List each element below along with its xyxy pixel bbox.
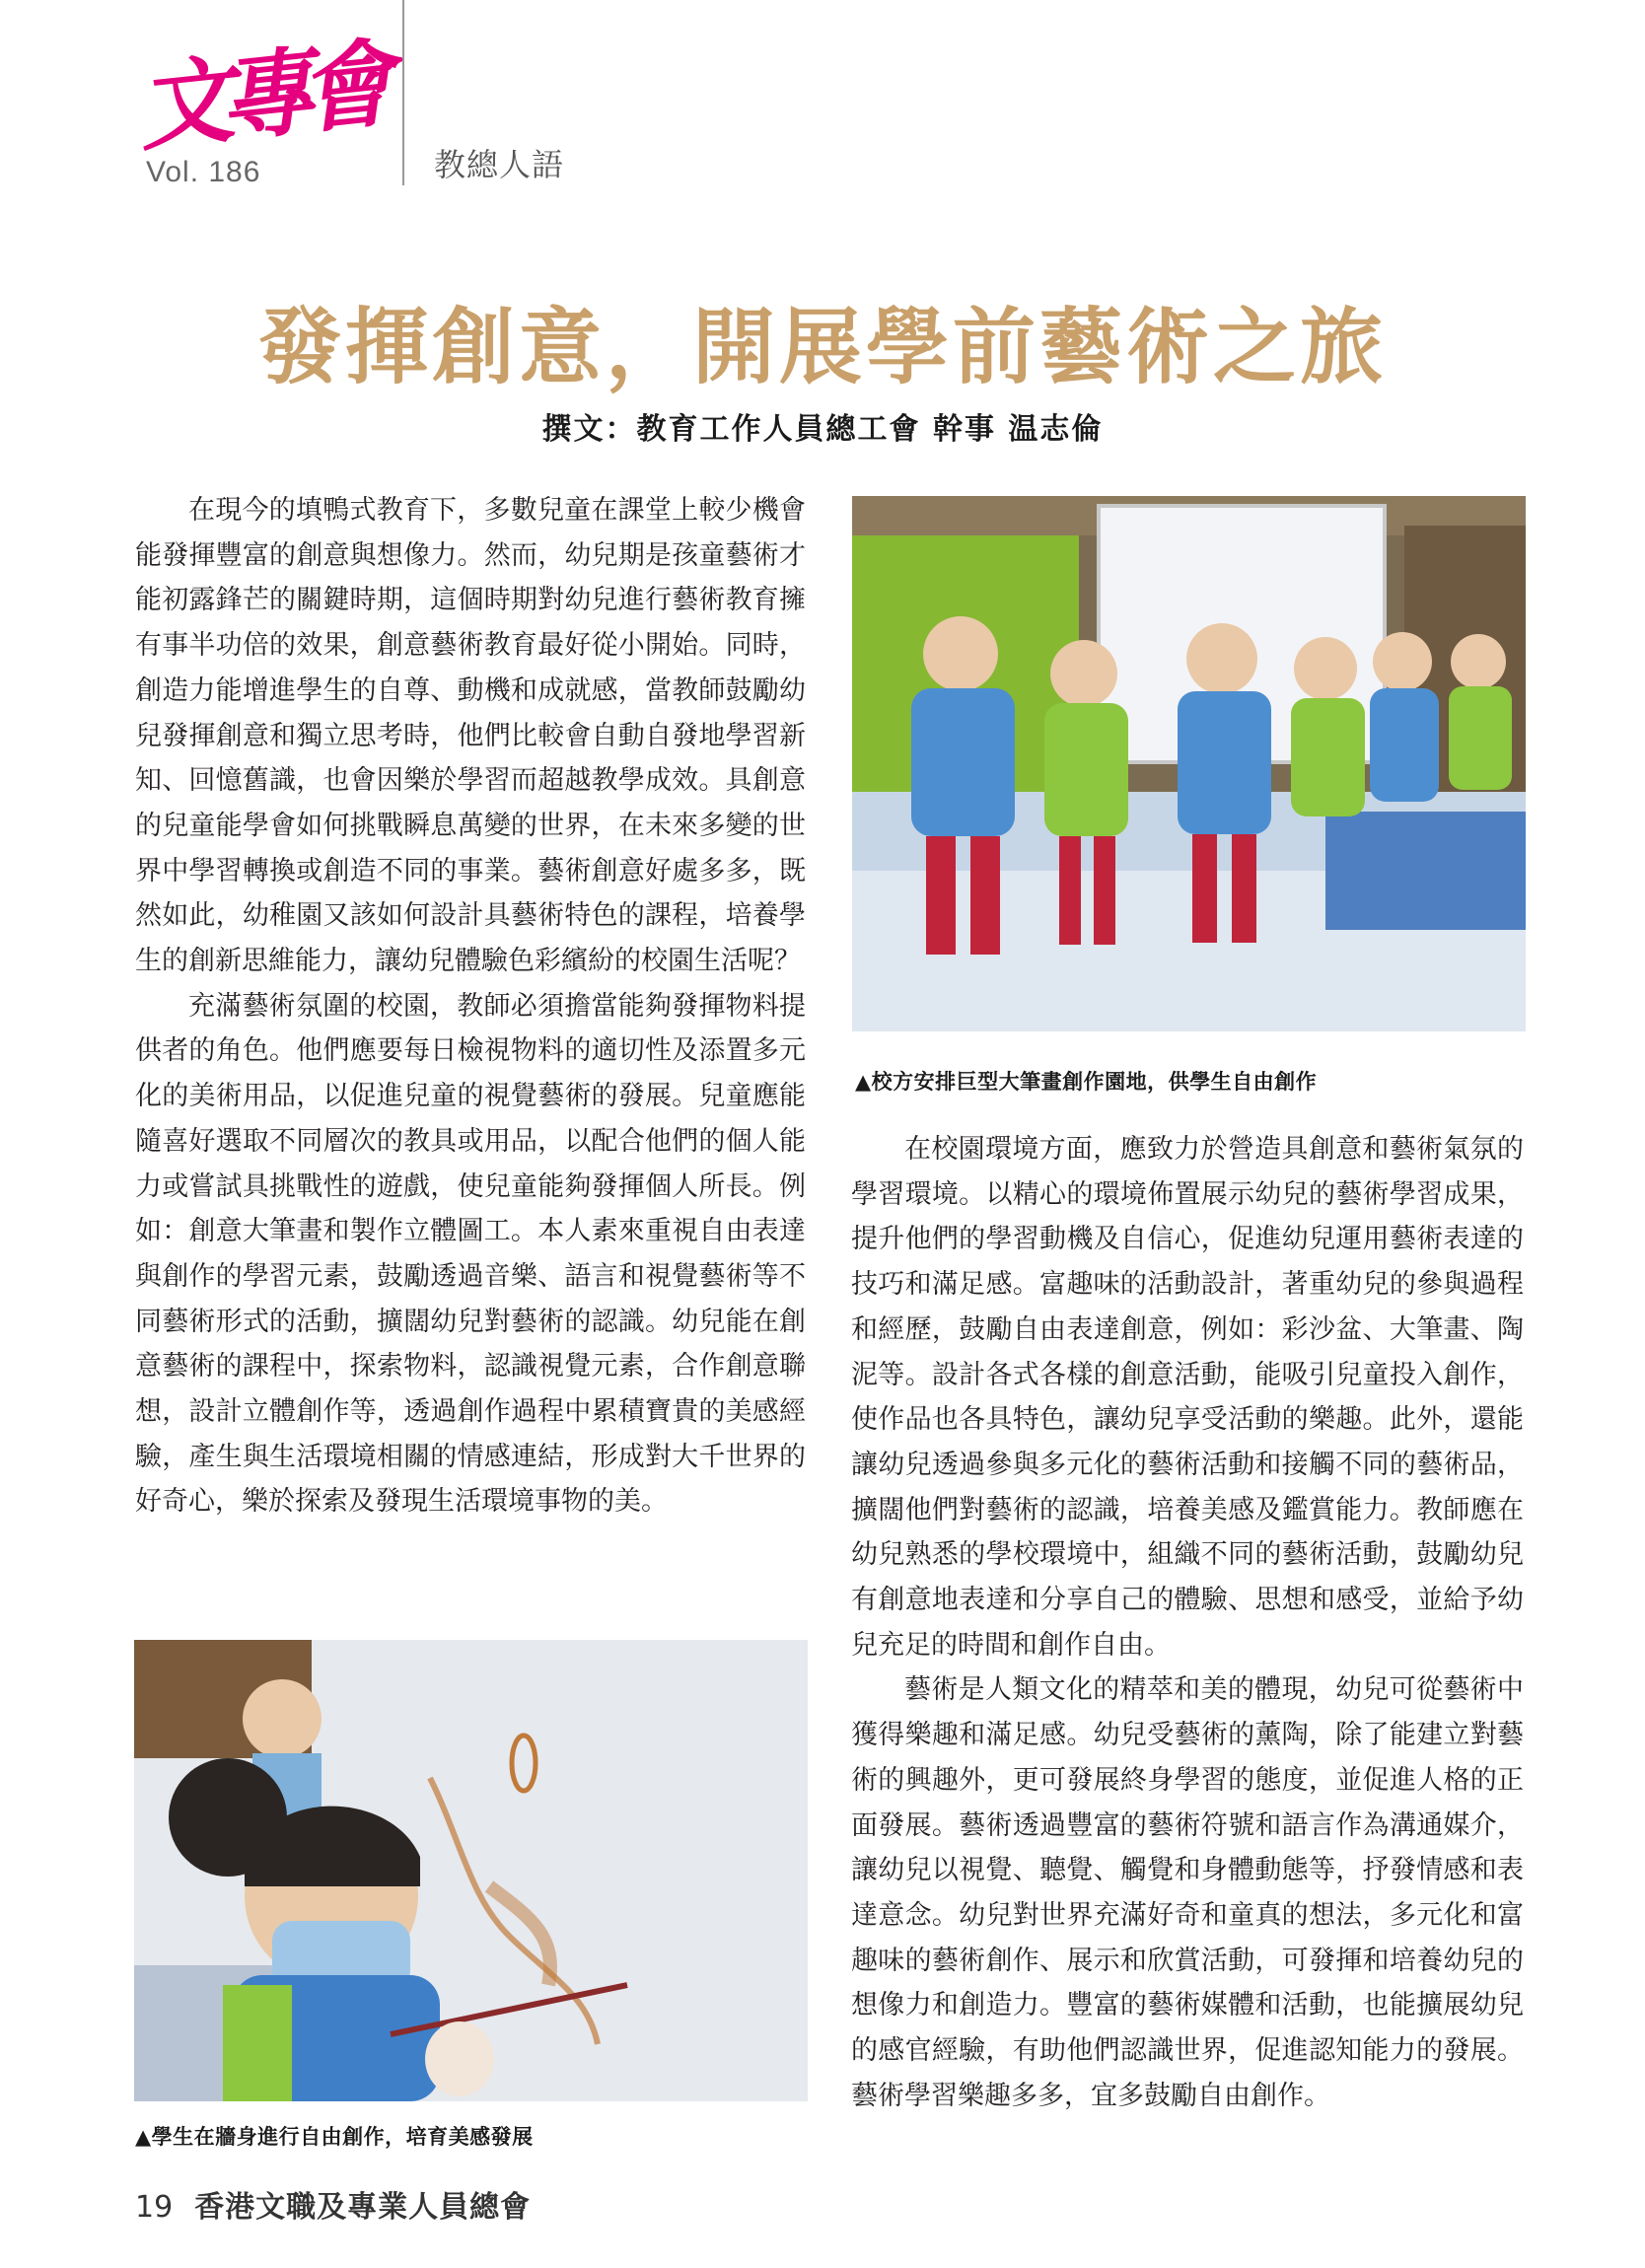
photo-children-art-wall [852, 496, 1526, 1031]
page-number: 19 [135, 2190, 174, 2225]
header-divider [402, 0, 404, 185]
paragraph: 在校園環境方面，應致力於營造具創意和藝術氣氛的學習環境。以精心的環境佈置展示幼兒的藝術學習成果，提升他們的學習動機及自信心，促進幼兒運用藝術表達的技巧和滿足感。富趣味的活動設計，著重幼兒的參與過程和經歷，鼓勵自由表達創意，例如：彩沙盆、大筆畫、陶泥等。設計各式各樣的創意活動，能吸引兒童投入創作，使作品也各具特色，讓幼兒享受活動的樂趣。此外，還能讓幼兒透過參與多元化的藝術活動和接觸不同的藝術品，擴闊他們對藝術的認識，培養美感及鑑賞能力。教師應在幼兒熟悉的學校環境中，組織不同的藝術活動，鼓勵幼兒有創意地表達和分享自己的體驗、思想和感受，並給予幼兒充足的時間和創作自由。 [851, 1134, 1524, 1661]
photo-caption: ▲校方安排巨型大筆畫創作園地，供學生自由創作 [855, 1070, 1318, 1094]
photo-child-painting-image [134, 1640, 808, 2101]
photo-children-art-wall-image [852, 496, 1526, 1031]
page-footer [135, 2182, 531, 2226]
article-title: 發揮創意，開展學前藝術之旅 [257, 299, 1387, 395]
volume-number: Vol. 186 [146, 156, 261, 188]
right-column [851, 1127, 1524, 2118]
photo-child-painting [134, 1640, 808, 2101]
paragraph: 在現今的填鴨式教育下，多數兒童在課堂上較少機會能發揮豐富的創意與想像力。然而，幼兒期是孩童藝術才能初露鋒芒的關鍵時期，這個時期對幼兒進行藝術教育擁有事半功倍的效果，創意藝術教育最好從小開始。同時，創造力能增進學生的自尊、動機和成就感，當教師鼓勵幼兒發揮創意和獨立思考時，他們比較會自動自發地學習新知、回憶舊識，也會因樂於學習而超越教學成效。具創意的兒童能學會如何挑戰瞬息萬變的世界，在未來多變的世界中學習轉換或創造不同的事業。藝術創意好處多多，既然如此，幼稚園又該如何設計具藝術特色的課程，培養學生的創新思維能力，讓幼兒體驗色彩繽紛的校園生活呢？ [135, 495, 806, 977]
paragraph: 充滿藝術氛圍的校園，教師必須擔當能夠發揮物料提供者的角色。他們應要每日檢視物料的適切性及添置多元化的美術用品，以促進兒童的視覺藝術的發展。兒童應能隨喜好選取不同層次的教具或用品，以配合他們的個人能力或嘗試具挑戰性的遊戲，使兒童能夠發揮個人所長。例如：創意大筆畫和製作立體圖工。本人素來重視自由表達與創作的學習元素，鼓勵透過音樂、語言和視覺藝術等不同藝術形式的活動，擴闊幼兒對藝術的認識。幼兒能在創意藝術的課程中，探索物料，認識視覺元素，合作創意聯想，設計立體創作等，透過創作過程中累積寶貴的美感經驗，產生與生活環境相關的情感連結，形成對大千世界的好奇心，樂於探索及發現生活環境事物的美。 [135, 990, 806, 1518]
left-column [135, 488, 806, 1524]
section-label: 教總人語 [434, 146, 565, 183]
photo-caption: ▲學生在牆身進行自由創作，培育美感發展 [135, 2125, 534, 2149]
article-byline: 撰文：教育工作人員總工會 幹事 温志倫 [541, 412, 1104, 447]
organization-name: 香港文職及專業人員總會 [194, 2190, 532, 2225]
magazine-logo [128, 28, 394, 197]
paragraph: 藝術是人類文化的精萃和美的體現，幼兒可從藝術中獲得樂趣和滿足感。幼兒受藝術的薰陶，除了能建立對藝術的興趣外，更可發展終身學習的態度，並促進人格的正面發展。藝術透過豐富的藝術符號和語言作為溝通媒介，讓幼兒以視覺、聽覺、觸覺和身體動態等，抒發情感和表達意念。幼兒對世界充滿好奇和童真的想法，多元化和富趣味的藝術創作、展示和欣賞活動，可發揮和培養幼兒的想像力和創造力。豐富的藝術媒體和活動，也能擴展幼兒的感官經驗，有助他們認識世界，促進認知能力的發展。藝術學習樂趣多多，宜多鼓勵自由創作。 [851, 1674, 1524, 2111]
logo-text: 文專會 [132, 28, 387, 165]
